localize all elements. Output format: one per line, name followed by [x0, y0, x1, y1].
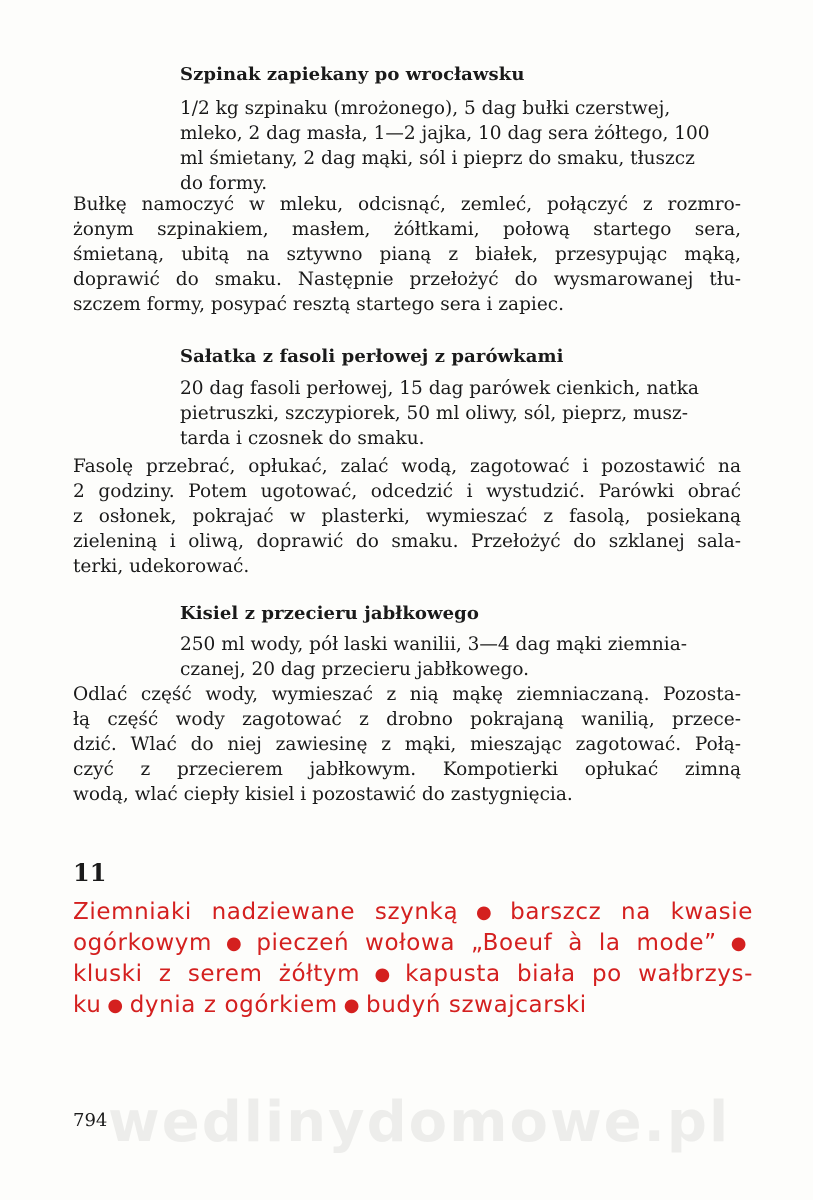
menu-item: pieczeń wołowa „Boeuf à la mode” [256, 930, 717, 956]
instructions-line: szczem formy, posypać resztą startego sera i zapiec. [73, 294, 565, 315]
menu-item: budyń szwajcarski [366, 992, 587, 1018]
instructions-line: Bułkę namoczyć w mleku, odcisnąć, zemleć, połączyć z rozmro- [73, 194, 741, 215]
instructions-line: zieleniną i oliwą, doprawić do smaku. Przełożyć do szklanej sala- [73, 531, 741, 552]
ingredients-line: 250 ml wody, pół laski wanilii, 3—4 dag mąki ziemnia- [180, 634, 687, 655]
instructions-line: żonym szpinakiem, masłem, żółtkami, połową startego sera, [73, 219, 741, 240]
instructions-line: śmietaną, ubitą na sztywno pianą z białek, przesypując mąką, [73, 244, 741, 265]
bullet-icon: ● [343, 995, 361, 1016]
recipe-instructions [73, 682, 741, 807]
recipe-ingredients [180, 96, 740, 196]
recipe-ingredients [180, 376, 740, 451]
ingredients-line: mleko, 2 dag masła, 1—2 jajka, 10 dag sera żółtego, 100 [180, 123, 710, 144]
instructions-line: Fasolę przebrać, opłukać, zalać wodą, zagotować i pozostawić na [73, 456, 741, 477]
instructions-line: terki, udekorować. [73, 556, 250, 577]
bullet-icon: ● [722, 933, 747, 954]
bullet-icon: ● [218, 933, 251, 954]
instructions-line: wodą, wlać ciepły kisiel i pozostawić do zastygnięcia. [73, 784, 573, 805]
recipe-ingredients [180, 632, 740, 682]
menu-item: kapusta biała po wałbrzys- [405, 961, 753, 987]
menu-item: barszcz na kwasie [510, 899, 753, 925]
watermark: wedlinydomowe.pl [108, 1090, 731, 1155]
menu-item: dynia z ogórkiem [129, 992, 338, 1018]
ingredients-line: do formy. [180, 173, 268, 194]
chapter-menu-line [73, 990, 753, 1021]
recipe-instructions [73, 454, 741, 579]
recipe-title: Szpinak zapiekany po wrocławsku [180, 64, 525, 85]
ingredients-line: 1/2 kg szpinaku (mrożonego), 5 dag bułki czerstwej, [180, 98, 671, 119]
instructions-line: Odlać część wody, wymieszać z nią mąkę ziemniaczaną. Pozosta- [73, 684, 741, 705]
menu-item: kluski z serem żółtym [73, 961, 361, 987]
recipe-title: Kisiel z przecieru jabłkowego [180, 603, 479, 624]
menu-item: ogórkowym [73, 930, 212, 956]
ingredients-line: tarda i czosnek do smaku. [180, 428, 425, 449]
menu-item: ku [73, 992, 102, 1018]
instructions-line: 2 godziny. Potem ugotować, odcedzić i wystudzić. Parówki obrać [73, 481, 741, 502]
chapter-menu-line [73, 928, 753, 959]
bullet-icon: ● [107, 995, 124, 1016]
instructions-line: doprawić do smaku. Następnie przełożyć do wysmarowanej tłu- [73, 269, 741, 290]
ingredients-line: 20 dag fasoli perłowej, 15 dag parówek cienkich, natka [180, 378, 699, 399]
bullet-icon: ● [366, 964, 400, 985]
menu-item: Ziemniaki nadziewane szynką [73, 899, 459, 925]
ingredients-line: pietruszki, szczypiorek, 50 ml oliwy, sól, pieprz, musz- [180, 403, 688, 424]
recipe-title: Sałatka z fasoli perłowej z parówkami [180, 346, 564, 367]
instructions-line: dzić. Wlać do niej zawiesinę z mąki, mieszając zagotować. Połą- [73, 734, 741, 755]
recipe-instructions [73, 192, 741, 317]
page-number: 794 [73, 1110, 108, 1131]
bullet-icon: ● [464, 902, 505, 923]
instructions-line: łą część wody zagotować z drobno pokrajaną wanilią, przece- [73, 709, 741, 730]
instructions-line: z osłonek, pokrajać w plasterki, wymieszać z fasolą, posiekaną [73, 506, 741, 527]
ingredients-line: ml śmietany, 2 dag mąki, sól i pieprz do smaku, tłuszcz [180, 148, 695, 169]
chapter-number: 11 [73, 858, 107, 887]
instructions-line: czyć z przecierem jabłkowym. Kompotierki opłukać zimną [73, 759, 741, 780]
ingredients-line: czanej, 20 dag przecieru jabłkowego. [180, 659, 530, 680]
chapter-menu-line [73, 897, 753, 928]
chapter-menu-line [73, 959, 753, 990]
chapter-menu [73, 897, 753, 1021]
